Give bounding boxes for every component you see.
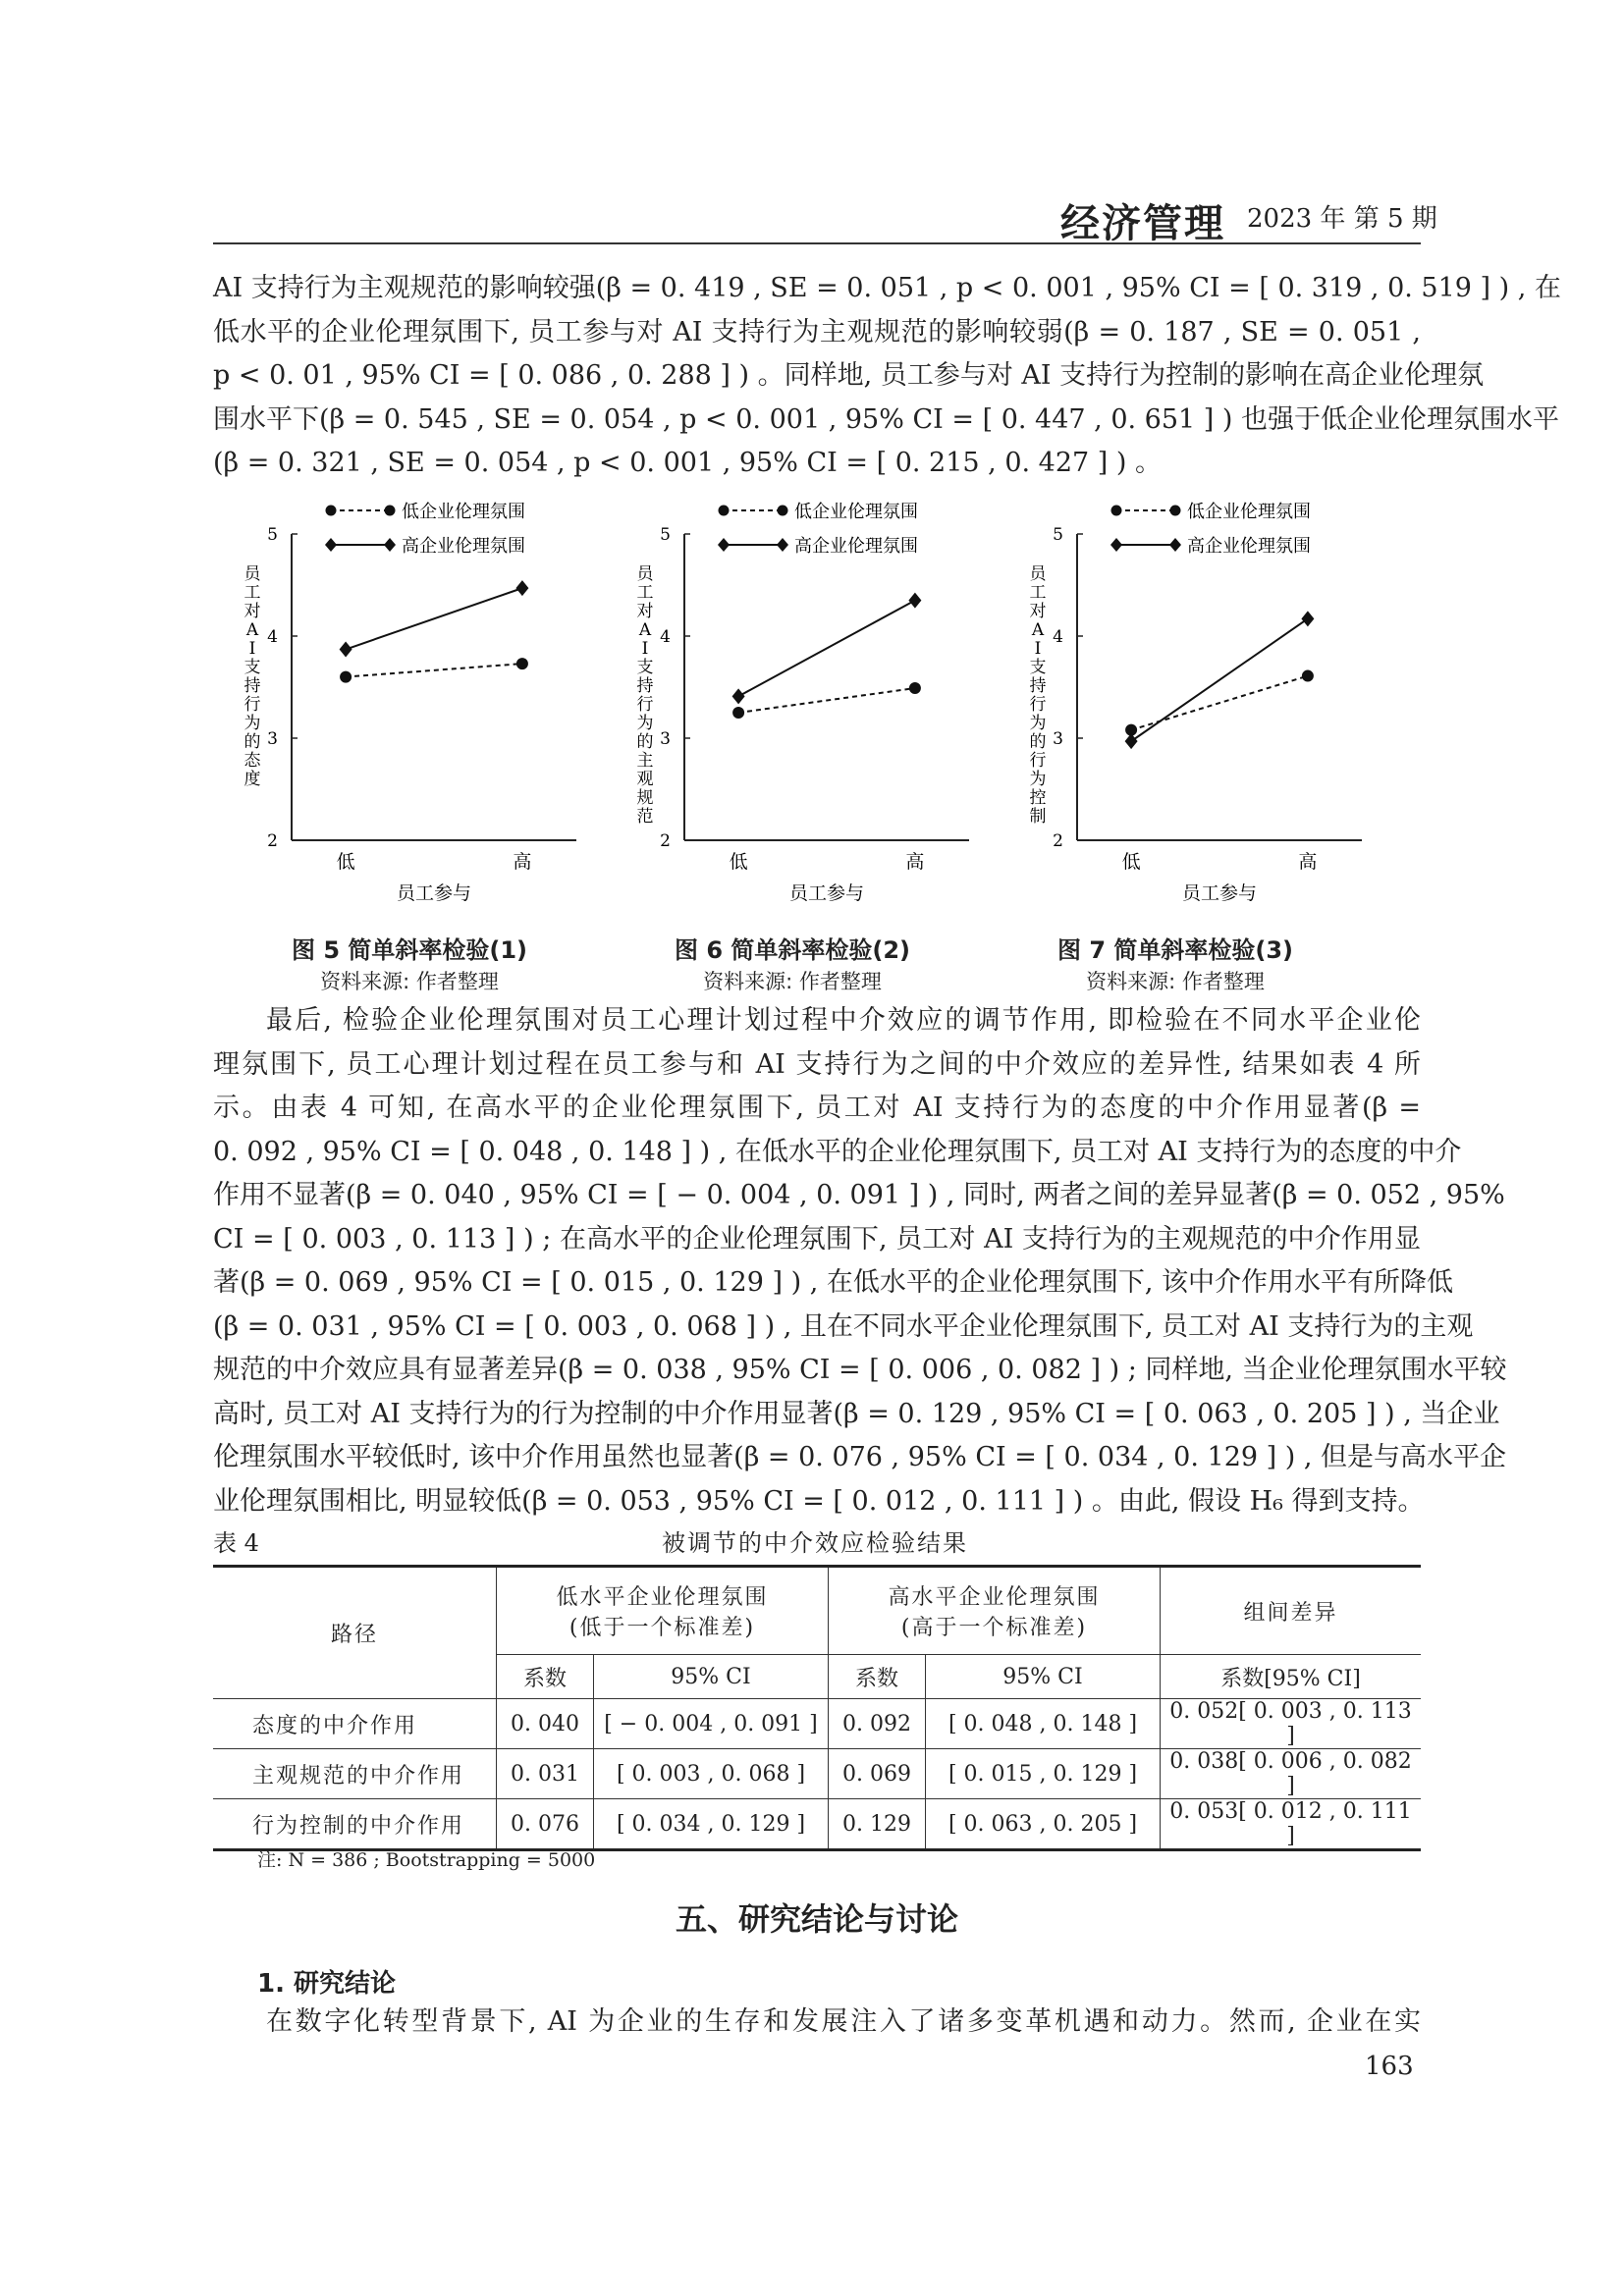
cell-low-ci: [ 0. 003 , 0. 068 ] bbox=[594, 1749, 829, 1799]
series-line bbox=[738, 688, 915, 713]
text-line: 伦理氛围水平较低时, 该中介作用虽然也显著(β = 0. 076 , 95% CI = [ 0. 034 , 0. 129 ] ) , 但是与高水平企 bbox=[213, 1442, 1507, 1472]
x-axis-label: 员工参与 bbox=[788, 882, 865, 903]
header-diff: 组间差异 bbox=[1161, 1567, 1422, 1655]
text-line: 作用不显著(β = 0. 040 , 95% CI = [ − 0. 004 , 0. 091 ] ) , 同时, 两者之间的差异显著(β = 0. 052 , 95% bbox=[213, 1180, 1505, 1210]
figure-5-caption: 图 5 简单斜率检验(1) bbox=[291, 936, 528, 964]
y-tick-label: 2 bbox=[1053, 831, 1063, 851]
table-title: 被调节的中介效应检验结果 bbox=[662, 1529, 968, 1557]
text-line: 低水平的企业伦理氛围下, 员工参与对 AI 支持行为主观规范的影响较弱(β = 0. 187 , SE = 0. 051 , bbox=[213, 316, 1421, 347]
header-high bbox=[829, 1567, 1161, 1655]
legend-marker-circle bbox=[326, 506, 337, 516]
text-line: CI = [ 0. 003 , 0. 113 ] ) ; 在高水平的企业伦理氛围下, 员工对 AI 支持行为的主观规范的中介作用显 bbox=[213, 1223, 1421, 1255]
data-point-diamond bbox=[340, 642, 352, 658]
y-tick-label: 5 bbox=[267, 525, 278, 545]
data-point-circle bbox=[1302, 670, 1314, 682]
legend-label: 高企业伦理氛围 bbox=[402, 536, 525, 557]
x-tick-label: 高 bbox=[1298, 851, 1318, 873]
legend-marker-circle bbox=[778, 506, 788, 516]
figure-6-caption: 图 6 简单斜率检验(2) bbox=[674, 936, 911, 964]
legend-label: 高企业伦理氛围 bbox=[794, 536, 918, 557]
cell-low-coef: 0. 076 bbox=[497, 1799, 594, 1850]
header-high-line1: 高水平企业伦理氛围 bbox=[888, 1585, 1101, 1610]
y-tick-label: 5 bbox=[660, 525, 671, 545]
cell-high-ci: [ 0. 048 , 0. 148 ] bbox=[926, 1699, 1161, 1749]
figure-6-chart bbox=[606, 491, 999, 903]
series-line bbox=[738, 601, 915, 697]
table-label: 表 4 bbox=[213, 1529, 259, 1557]
legend-marker-diamond bbox=[777, 538, 788, 552]
paragraph-3 bbox=[213, 2001, 1421, 2045]
header-low bbox=[497, 1567, 829, 1655]
table-note: 注: N = 386 ; Bootstrapping = 5000 bbox=[257, 1849, 596, 1871]
paragraph-1 bbox=[213, 267, 1561, 486]
text-line: 高时, 员工对 AI 支持行为的行为控制的中介作用显著(β = 0. 129 , 95% CI = [ 0. 063 , 0. 205 ] ) , 当企业 bbox=[213, 1398, 1500, 1429]
data-point-circle bbox=[732, 707, 744, 719]
figure-5-source: 资料来源: 作者整理 bbox=[320, 970, 499, 993]
row-path: 态度的中介作用 bbox=[213, 1699, 497, 1749]
figure-7-caption: 图 7 简单斜率检验(3) bbox=[1056, 936, 1294, 964]
legend-marker-diamond bbox=[1110, 538, 1122, 552]
legend-marker-diamond bbox=[718, 538, 730, 552]
cell-diff: 0. 052[ 0. 003 , 0. 113 ] bbox=[1161, 1699, 1422, 1749]
y-tick-label: 4 bbox=[1053, 627, 1063, 647]
legend-label: 高企业伦理氛围 bbox=[1187, 536, 1311, 557]
data-point-diamond bbox=[515, 580, 528, 596]
table-row bbox=[213, 1749, 1421, 1799]
text-line: 最后, 检验企业伦理氛围对员工心理计划过程中介效应的调节作用, 即检验在不同水平企业伦 bbox=[266, 1005, 1421, 1036]
series-line bbox=[346, 664, 522, 677]
subheader-ci: 95% CI bbox=[926, 1655, 1161, 1699]
header-low-line2: (低于一个标准差) bbox=[568, 1616, 756, 1640]
cell-low-ci: [ − 0. 004 , 0. 091 ] bbox=[594, 1699, 829, 1749]
header-high-line2: (高于一个标准差) bbox=[900, 1616, 1088, 1640]
subheader-coef: 系数 bbox=[829, 1655, 926, 1699]
row-path: 行为控制的中介作用 bbox=[213, 1799, 497, 1850]
figure-7-source: 资料来源: 作者整理 bbox=[1086, 970, 1265, 993]
page-number: 163 bbox=[1365, 2052, 1414, 2081]
section-title: 五、研究结论与讨论 bbox=[675, 1900, 958, 1938]
paragraph-2 bbox=[213, 999, 1507, 1523]
text-line: AI 支持行为主观规范的影响较强(β = 0. 419 , SE = 0. 051 , p < 0. 001 , 95% CI = [ 0. 319 , 0. 519 ] ) , 在 bbox=[213, 273, 1561, 303]
data-point-circle bbox=[909, 682, 921, 694]
figures-row bbox=[213, 491, 1421, 1001]
data-point-diamond bbox=[732, 688, 745, 704]
text-line: 规范的中介效应具有显著差异(β = 0. 038 , 95% CI = [ 0. 006 , 0. 082 ] ) ; 同样地, 当企业伦理氛围水平较 bbox=[213, 1355, 1507, 1385]
subheader-ci: 95% CI bbox=[594, 1655, 829, 1699]
figure-5-chart bbox=[213, 491, 606, 903]
subheader-coef: 系数 bbox=[497, 1655, 594, 1699]
legend-marker-circle bbox=[1111, 506, 1122, 516]
legend-label: 低企业伦理氛围 bbox=[794, 502, 918, 522]
x-tick-label: 高 bbox=[905, 851, 925, 873]
data-point-circle bbox=[340, 671, 352, 683]
x-tick-label: 高 bbox=[513, 851, 532, 873]
figure-6-source: 资料来源: 作者整理 bbox=[703, 970, 882, 993]
cell-high-ci: [ 0. 015 , 0. 129 ] bbox=[926, 1749, 1161, 1799]
legend-label: 低企业伦理氛围 bbox=[1187, 502, 1311, 522]
cell-high-coef: 0. 069 bbox=[829, 1749, 926, 1799]
x-axis-label: 员工参与 bbox=[1181, 882, 1258, 903]
cell-low-ci: [ 0. 034 , 0. 129 ] bbox=[594, 1799, 829, 1850]
legend-marker-circle bbox=[719, 506, 730, 516]
y-axis-label: 员工对 A I 支持行为的态度 bbox=[244, 564, 261, 789]
x-tick-label: 低 bbox=[729, 851, 748, 873]
x-tick-label: 低 bbox=[1121, 851, 1141, 873]
y-axis-label: 员工对 A I 支持行为的行为控制 bbox=[1029, 564, 1047, 827]
cell-high-coef: 0. 092 bbox=[829, 1699, 926, 1749]
text-line: 围水平下(β = 0. 545 , SE = 0. 054 , p < 0. 001 , 95% CI = [ 0. 447 , 0. 651 ] ) 也强于低企业伦理氛围水平 bbox=[213, 403, 1560, 435]
cell-diff: 0. 038[ 0. 006 , 0. 082 ] bbox=[1161, 1749, 1422, 1799]
y-tick-label: 4 bbox=[660, 627, 671, 647]
journal-logo: 经济管理 bbox=[1060, 200, 1225, 246]
y-tick-label: 3 bbox=[267, 729, 278, 749]
subheader-diff: 系数[95% CI] bbox=[1161, 1655, 1422, 1699]
y-tick-label: 3 bbox=[660, 729, 671, 749]
x-tick-label: 低 bbox=[336, 851, 355, 873]
header-rule bbox=[213, 242, 1421, 244]
cell-high-ci: [ 0. 063 , 0. 205 ] bbox=[926, 1799, 1161, 1850]
text-line: (β = 0. 031 , 95% CI = [ 0. 003 , 0. 068 ] ) , 且在不同水平企业伦理氛围下, 员工对 AI 支持行为的主观 bbox=[213, 1310, 1474, 1342]
y-tick-label: 2 bbox=[267, 831, 278, 851]
issue-label: 2023 年 第 5 期 bbox=[1247, 204, 1437, 234]
text-line: (β = 0. 321 , SE = 0. 054 , p < 0. 001 , 95% CI = [ 0. 215 , 0. 427 ] ) 。 bbox=[213, 448, 1163, 478]
text-line: 业伦理氛围相比, 明显较低(β = 0. 053 , 95% CI = [ 0. 012 , 0. 111 ] ) 。由此, 假设 H₆ 得到支持。 bbox=[213, 1485, 1425, 1517]
cell-diff: 0. 053[ 0. 012 , 0. 111 ] bbox=[1161, 1799, 1422, 1850]
table-row bbox=[213, 1799, 1421, 1850]
y-tick-label: 5 bbox=[1053, 525, 1063, 545]
data-point-diamond bbox=[1301, 611, 1314, 626]
data-point-diamond bbox=[908, 593, 921, 609]
header-low-line1: 低水平企业伦理氛围 bbox=[556, 1585, 769, 1610]
row-path: 主观规范的中介作用 bbox=[213, 1749, 497, 1799]
y-tick-label: 2 bbox=[660, 831, 671, 851]
cell-low-coef: 0. 031 bbox=[497, 1749, 594, 1799]
series-line bbox=[346, 588, 522, 649]
results-table bbox=[213, 1565, 1421, 1851]
subsection-title: 1. 研究结论 bbox=[257, 1969, 397, 1999]
cell-low-coef: 0. 040 bbox=[497, 1699, 594, 1749]
text-line: 0. 092 , 95% CI = [ 0. 048 , 0. 148 ] ) , 在低水平的企业伦理氛围下, 员工对 AI 支持行为的态度的中介 bbox=[213, 1136, 1462, 1167]
legend-label: 低企业伦理氛围 bbox=[402, 502, 525, 522]
x-axis-label: 员工参与 bbox=[396, 882, 472, 903]
table-row bbox=[213, 1699, 1421, 1749]
y-tick-label: 4 bbox=[267, 627, 278, 647]
legend-marker-diamond bbox=[1169, 538, 1181, 552]
text-line: 示。由表 4 可知, 在高水平的企业伦理氛围下, 员工对 AI 支持行为的态度的中介作用显著(β = bbox=[213, 1093, 1421, 1123]
legend-marker-diamond bbox=[325, 538, 337, 552]
legend-marker-circle bbox=[385, 506, 396, 516]
text-line: 著(β = 0. 069 , 95% CI = [ 0. 015 , 0. 129 ] ) , 在低水平的企业伦理氛围下, 该中介作用水平有所降低 bbox=[213, 1267, 1454, 1298]
figure-7-chart bbox=[999, 491, 1391, 903]
data-point-circle bbox=[516, 658, 528, 669]
data-point-diamond bbox=[1125, 733, 1138, 749]
legend-marker-circle bbox=[1170, 506, 1181, 516]
text-line: 理氛围下, 员工心理计划过程在员工参与和 AI 支持行为之间的中介效应的差异性, 结果如表 4 所 bbox=[213, 1048, 1421, 1080]
series-line bbox=[1131, 618, 1308, 741]
text-line: 在数字化转型背景下, AI 为企业的生存和发展注入了诸多变革机遇和动力。然而, 企业在实 bbox=[266, 2006, 1421, 2037]
text-line: p < 0. 01 , 95% CI = [ 0. 086 , 0. 288 ] ) 。同样地, 员工参与对 AI 支持行为控制的影响在高企业伦理氛 bbox=[213, 360, 1485, 391]
y-axis-label: 员工对 A I 支持行为的主观规范 bbox=[636, 564, 654, 827]
y-tick-label: 3 bbox=[1053, 729, 1063, 749]
cell-high-coef: 0. 129 bbox=[829, 1799, 926, 1850]
legend-marker-diamond bbox=[384, 538, 396, 552]
header-path: 路径 bbox=[213, 1567, 497, 1699]
